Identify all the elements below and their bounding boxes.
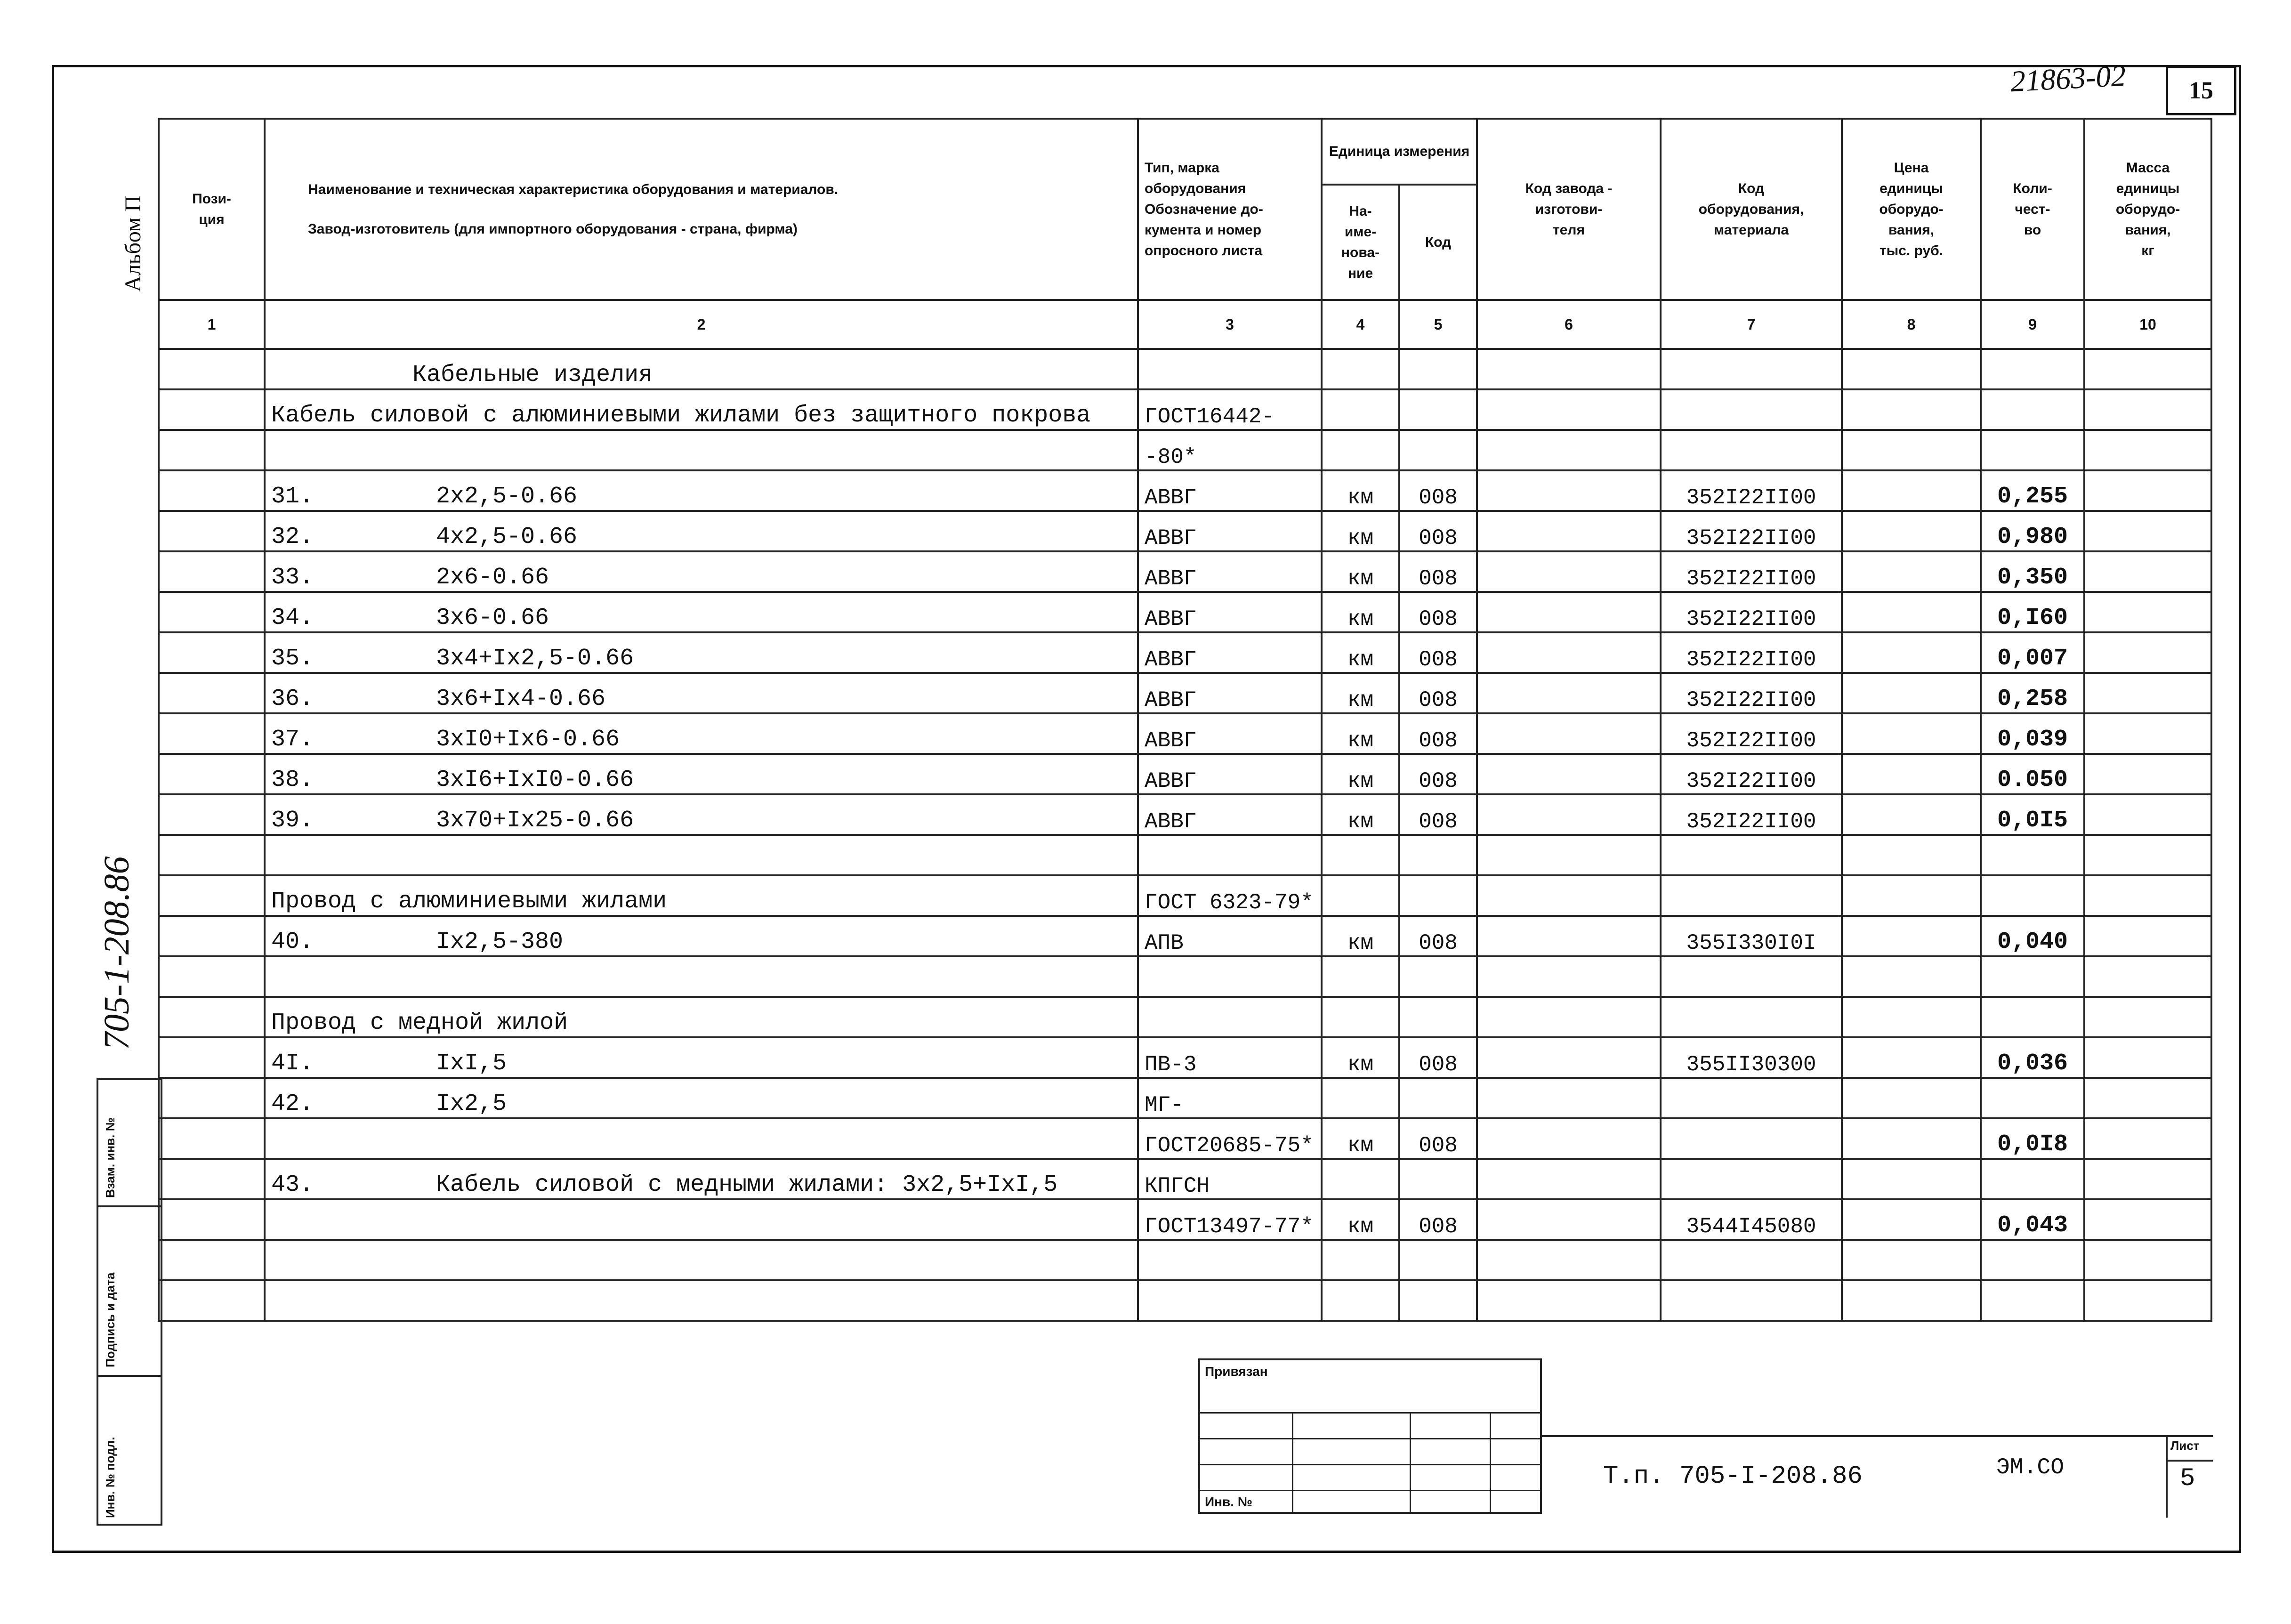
row-position: 43.	[271, 1172, 314, 1198]
row-mat-cell: 352I22II00	[1661, 511, 1842, 551]
row-unit-cell: км	[1322, 511, 1399, 551]
row-qty-cell: 0,258	[1981, 673, 2084, 713]
row-mat-cell: 355I330I0I	[1661, 916, 1842, 956]
col-header-position: Пози- ция	[159, 119, 265, 300]
row-mat-cell: 352I22II00	[1661, 551, 1842, 592]
row-name: 3хI0+Iх6-0.66	[436, 726, 620, 753]
specification-table	[158, 118, 2212, 1322]
row-type-cell: АВВГ	[1138, 592, 1322, 632]
inv-label: Инв. №	[1205, 1495, 1253, 1509]
row-name-cell	[265, 794, 1138, 835]
row-unit-cell	[1322, 349, 1399, 389]
row-unit-cell: км	[1322, 916, 1399, 956]
row-mat-cell: 352I22II00	[1661, 592, 1842, 632]
row-unit-cell: км	[1322, 754, 1399, 794]
col-header-type: Тип, марка оборудования Обозначение до- кумента и номер опросного листа	[1138, 119, 1322, 300]
row-type-cell: АВВГ	[1138, 551, 1322, 592]
row-name-cell	[265, 875, 1138, 916]
row-position: 35.	[271, 645, 314, 672]
row-type-cell	[1138, 349, 1322, 389]
row-name: Кабель силовой с алюминиевыми жилами без защитного покрова	[271, 402, 1091, 429]
table-row	[159, 1199, 2211, 1240]
row-code-cell: 008	[1399, 713, 1477, 754]
row-code-cell	[1399, 430, 1477, 470]
table-row	[159, 956, 2211, 997]
row-code-cell: 008	[1399, 1037, 1477, 1078]
bound-stamp-block	[1198, 1358, 1542, 1514]
row-name-cell	[265, 1199, 1138, 1240]
row-qty-cell	[1981, 1240, 2084, 1280]
row-name: 4х2,5-0.66	[436, 524, 578, 550]
document-code: ЭМ.СО	[1996, 1455, 2065, 1480]
document-number: 21863-02	[2009, 58, 2127, 98]
row-type-cell: АВВГ	[1138, 754, 1322, 794]
row-code-cell	[1399, 1159, 1477, 1199]
handwritten-designation: 705-1-208.86	[97, 856, 137, 1050]
row-type-cell: ПВ-3	[1138, 1037, 1322, 1078]
row-name: Iх2,5-380	[436, 929, 564, 955]
row-name-cell	[265, 673, 1138, 713]
row-code-cell	[1399, 1078, 1477, 1118]
row-mat-cell: 352I22II00	[1661, 470, 1842, 511]
row-code-cell: 008	[1399, 470, 1477, 511]
row-name-cell	[265, 916, 1138, 956]
row-unit-cell: км	[1322, 470, 1399, 511]
album-label: Альбом П	[121, 195, 145, 292]
row-qty-cell	[1981, 956, 2084, 997]
row-mat-cell	[1661, 1280, 1842, 1321]
row-name-cell	[265, 754, 1138, 794]
row-type-cell: АВВГ	[1138, 632, 1322, 673]
row-type-cell	[1138, 997, 1322, 1037]
row-name-cell	[265, 835, 1138, 875]
sheet-number: 15	[2166, 66, 2236, 115]
row-mat-cell	[1661, 956, 1842, 997]
row-mat-cell	[1661, 430, 1842, 470]
row-type-cell: КПГСН	[1138, 1159, 1322, 1199]
row-qty-cell	[1981, 1159, 2084, 1199]
table-row	[159, 389, 2211, 430]
row-code-cell: 008	[1399, 511, 1477, 551]
row-unit-cell: км	[1322, 1037, 1399, 1078]
row-qty-cell: 0,255	[1981, 470, 2084, 511]
table-row	[159, 430, 2211, 470]
row-qty-cell	[1981, 835, 2084, 875]
row-unit-cell: км	[1322, 551, 1399, 592]
row-unit-cell	[1322, 875, 1399, 916]
row-type-cell: -80*	[1138, 430, 1322, 470]
row-mat-cell: 355II30300	[1661, 1037, 1842, 1078]
row-code-cell: 008	[1399, 754, 1477, 794]
row-name-cell	[265, 1118, 1138, 1159]
sheet-label: Лист	[2170, 1438, 2200, 1453]
table-row	[159, 1037, 2211, 1078]
row-name: 3х70+Iх25-0.66	[436, 807, 634, 834]
stamp-original-inv: Инв. № подл.	[103, 1437, 117, 1518]
row-name-cell	[265, 956, 1138, 997]
row-mat-cell	[1661, 875, 1842, 916]
row-position: 39.	[271, 807, 314, 834]
row-qty-cell: 0,350	[1981, 551, 2084, 592]
row-qty-cell	[1981, 389, 2084, 430]
row-name: IхI,5	[436, 1050, 507, 1077]
row-mat-cell: 352I22II00	[1661, 713, 1842, 754]
bound-label: Привязан	[1205, 1364, 1268, 1379]
row-type-cell: ГОСТ13497-77*	[1138, 1199, 1322, 1240]
row-unit-cell	[1322, 1078, 1399, 1118]
row-type-cell: АВВГ	[1138, 713, 1322, 754]
row-qty-cell: 0.050	[1981, 754, 2084, 794]
row-mat-cell: 352I22II00	[1661, 794, 1842, 835]
table-row	[159, 754, 2211, 794]
designation: Т.п. 705-I-208.86	[1603, 1462, 1863, 1491]
row-type-cell: АВВГ	[1138, 673, 1322, 713]
row-code-cell: 008	[1399, 632, 1477, 673]
row-name: 2х6-0.66	[436, 564, 549, 591]
table-row	[159, 875, 2211, 916]
col-header-quantity: Коли- чест- во	[1981, 119, 2084, 300]
col-header-price: Цена единицы оборудо- вания, тыс. руб.	[1842, 119, 1981, 300]
row-name: 3х6+Iх4-0.66	[436, 686, 606, 712]
row-code-cell: 008	[1399, 916, 1477, 956]
row-code-cell	[1399, 1240, 1477, 1280]
table-row	[159, 349, 2211, 389]
row-type-cell: АВВГ	[1138, 470, 1322, 511]
col-header-unit-name: На- име- нова- ние	[1322, 185, 1399, 300]
row-code-cell	[1399, 997, 1477, 1037]
row-name-cell	[265, 997, 1138, 1037]
row-type-cell: АВВГ	[1138, 794, 1322, 835]
row-unit-cell	[1322, 430, 1399, 470]
row-position: 36.	[271, 686, 314, 712]
row-code-cell: 008	[1399, 592, 1477, 632]
row-name-cell	[265, 632, 1138, 673]
row-qty-cell: 0,036	[1981, 1037, 2084, 1078]
row-unit-cell: км	[1322, 632, 1399, 673]
row-unit-cell: км	[1322, 794, 1399, 835]
row-qty-cell: 0,040	[1981, 916, 2084, 956]
table-row	[159, 997, 2211, 1037]
row-type-cell: АПВ	[1138, 916, 1322, 956]
row-qty-cell: 0,039	[1981, 713, 2084, 754]
row-position: 33.	[271, 564, 314, 591]
col-header-unit: Единица измерения	[1322, 119, 1477, 185]
row-code-cell: 008	[1399, 1199, 1477, 1240]
row-name: Iх2,5	[436, 1091, 507, 1117]
table-row	[159, 673, 2211, 713]
row-unit-cell: км	[1322, 592, 1399, 632]
row-code-cell	[1399, 956, 1477, 997]
row-type-cell	[1138, 956, 1322, 997]
row-mat-cell	[1661, 1159, 1842, 1199]
table-row	[159, 1280, 2211, 1321]
row-unit-cell	[1322, 1280, 1399, 1321]
row-mat-cell: 352I22II00	[1661, 632, 1842, 673]
row-type-cell	[1138, 1240, 1322, 1280]
row-qty-cell	[1981, 875, 2084, 916]
row-name-cell	[265, 389, 1138, 430]
row-name-cell	[265, 511, 1138, 551]
table-row	[159, 470, 2211, 511]
row-mat-cell	[1661, 1118, 1842, 1159]
row-qty-cell: 0,0I8	[1981, 1118, 2084, 1159]
row-unit-cell: км	[1322, 1118, 1399, 1159]
row-mat-cell	[1661, 349, 1842, 389]
row-mat-cell	[1661, 835, 1842, 875]
row-name-cell	[265, 1159, 1138, 1199]
row-unit-cell	[1322, 997, 1399, 1037]
row-type-cell: ГОСТ20685-75*	[1138, 1118, 1322, 1159]
row-name-cell	[265, 470, 1138, 511]
row-qty-cell: 0,007	[1981, 632, 2084, 673]
row-qty-cell	[1981, 1280, 2084, 1321]
row-mat-cell: 352I22II00	[1661, 673, 1842, 713]
row-type-cell	[1138, 1280, 1322, 1321]
row-name-cell	[265, 1037, 1138, 1078]
table-row	[159, 1240, 2211, 1280]
row-unit-cell: км	[1322, 673, 1399, 713]
table-row	[159, 632, 2211, 673]
row-name-cell	[265, 430, 1138, 470]
row-position: 32.	[271, 524, 314, 550]
row-type-cell: АВВГ	[1138, 511, 1322, 551]
row-type-cell: ГОСТ 6323-79*	[1138, 875, 1322, 916]
row-type-cell: МГ-	[1138, 1078, 1322, 1118]
row-unit-cell: км	[1322, 1199, 1399, 1240]
row-code-cell	[1399, 875, 1477, 916]
row-qty-cell: 0,980	[1981, 511, 2084, 551]
stamp-signature-date: Подпись и дата	[103, 1272, 117, 1367]
table-row	[159, 1118, 2211, 1159]
table-row	[159, 713, 2211, 754]
row-qty-cell	[1981, 1078, 2084, 1118]
row-qty-cell	[1981, 349, 2084, 389]
row-code-cell: 008	[1399, 673, 1477, 713]
row-name: Кабельные изделия	[412, 362, 653, 388]
row-unit-cell	[1322, 389, 1399, 430]
row-code-cell	[1399, 835, 1477, 875]
row-position: 34.	[271, 605, 314, 631]
row-unit-cell	[1322, 1159, 1399, 1199]
row-mat-cell: 3544I45080	[1661, 1199, 1842, 1240]
row-code-cell	[1399, 349, 1477, 389]
row-position: 37.	[271, 726, 314, 753]
row-type-cell: ГОСТ16442-	[1138, 389, 1322, 430]
row-name: Провод с медной жилой	[271, 1010, 568, 1036]
row-code-cell	[1399, 389, 1477, 430]
row-unit-cell: км	[1322, 713, 1399, 754]
col-header-mass: Масса единицы оборудо- вания, кг	[2084, 119, 2211, 300]
row-name: 3х6-0.66	[436, 605, 549, 631]
row-name-cell	[265, 1078, 1138, 1118]
row-mat-cell	[1661, 1240, 1842, 1280]
row-unit-cell	[1322, 835, 1399, 875]
row-code-cell: 008	[1399, 551, 1477, 592]
table-row	[159, 592, 2211, 632]
row-name-cell	[265, 1240, 1138, 1280]
row-position: 42.	[271, 1091, 314, 1117]
table-row	[159, 916, 2211, 956]
table-row	[159, 551, 2211, 592]
row-code-cell	[1399, 1280, 1477, 1321]
row-name: Кабель силовой с медными жилами: 3х2,5+IхI,5	[436, 1172, 1058, 1198]
row-qty-cell	[1981, 430, 2084, 470]
row-qty-cell	[1981, 997, 2084, 1037]
column-number-row: 1 2 3 4 5 6 7 8 9 10	[159, 300, 2211, 349]
row-code-cell: 008	[1399, 1118, 1477, 1159]
row-type-cell	[1138, 835, 1322, 875]
stamp-replaced-inv: Взам. инв. №	[103, 1117, 117, 1198]
row-mat-cell	[1661, 1078, 1842, 1118]
row-mat-cell	[1661, 389, 1842, 430]
table-row	[159, 1159, 2211, 1199]
row-name-cell	[265, 349, 1138, 389]
row-position: 4I.	[271, 1050, 314, 1077]
row-name: 2х2,5-0.66	[436, 483, 578, 510]
col-header-unit-code: Код	[1399, 185, 1477, 300]
row-name-cell	[265, 551, 1138, 592]
col-header-material-code: Код оборудования, материала	[1661, 119, 1842, 300]
row-qty-cell: 0,043	[1981, 1199, 2084, 1240]
approval-stamp-column	[97, 1078, 162, 1526]
row-code-cell: 008	[1399, 794, 1477, 835]
row-name-cell	[265, 592, 1138, 632]
table-row	[159, 794, 2211, 835]
col-header-name: Наименование и техническая характеристика оборудования и материалов. Завод-изготовитель (для импортного оборудования - страна, фирма)	[265, 119, 1138, 300]
table-row	[159, 1078, 2211, 1118]
row-name: Провод с алюминиевыми жилами	[271, 888, 667, 915]
col-header-factory-code: Код завода - изготови- теля	[1477, 119, 1661, 300]
row-name: 3х4+Iх2,5-0.66	[436, 645, 634, 672]
row-unit-cell	[1322, 956, 1399, 997]
table-row	[159, 511, 2211, 551]
row-position: 31.	[271, 483, 314, 510]
row-name: 3хI6+IхI0-0.66	[436, 767, 634, 793]
row-mat-cell: 352I22II00	[1661, 754, 1842, 794]
sheet-value: 5	[2180, 1464, 2195, 1493]
row-mat-cell	[1661, 997, 1842, 1037]
row-position: 38.	[271, 767, 314, 793]
row-qty-cell: 0,0I5	[1981, 794, 2084, 835]
row-position: 40.	[271, 929, 314, 955]
table-row	[159, 835, 2211, 875]
header-row-1	[159, 119, 2211, 185]
row-qty-cell: 0,I60	[1981, 592, 2084, 632]
row-name-cell	[265, 713, 1138, 754]
row-unit-cell	[1322, 1240, 1399, 1280]
row-name-cell	[265, 1280, 1138, 1321]
